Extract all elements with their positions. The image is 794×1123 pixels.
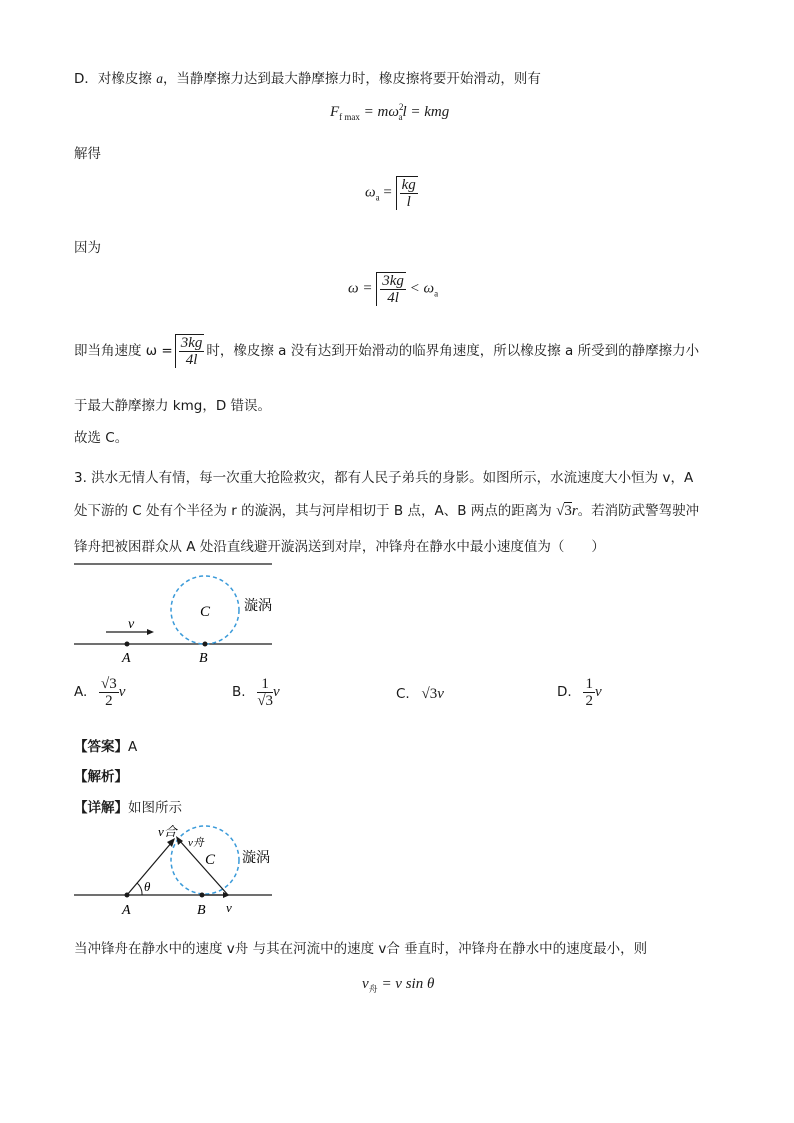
theta-arc (137, 883, 142, 895)
option-b: B. $\frac{1}{√3}$ v (232, 676, 280, 709)
point-b (200, 893, 205, 898)
paragraph-when-omega-2: 于最大静摩擦力 kmg，D 错误。 (74, 398, 272, 414)
paragraph-when-omega: 即当角速度 ω = $\frac{3kg}{4l}$ 时，橡皮擦 a 没有达到开始滑动的临界角速度，所以橡皮擦 a 所受到的静摩擦力小 (74, 335, 700, 368)
figure-vortex-question (72, 560, 282, 670)
choose-line: 故选 C。 (74, 430, 129, 446)
flow-arrowhead (147, 629, 154, 635)
sqrt-sign: $\frac{kg}{l}$ (396, 176, 418, 210)
analysis-tag: 【解析】 (74, 769, 128, 785)
flow-v-label: v (128, 617, 135, 632)
sqrt-sign: $\frac{3kg}{4l}$ (175, 334, 205, 368)
option-c: C. √3v (396, 686, 444, 702)
answer-line: 【答案】A (74, 739, 138, 755)
vortex-label: 漩涡 (244, 598, 272, 614)
label-yinwei: 因为 (74, 240, 101, 256)
sqrt3-r: √3r (556, 503, 578, 519)
vortex-label: 漩涡 (242, 850, 270, 866)
figure-vortex-solution (72, 822, 282, 922)
equation-omega-compare: ω = $\frac{3kg}{4l}$ < $\omega_a$ (348, 273, 439, 306)
center-c-label: C (205, 852, 216, 868)
theta-label: θ (144, 879, 151, 894)
center-c-label: C (200, 604, 211, 620)
detail-line: 【详解】如图所示 (74, 800, 182, 816)
point-b (203, 642, 208, 647)
option-d: D. $\frac{1}{2}$ v (557, 676, 602, 709)
v-zhou-label: v舟 (188, 837, 204, 849)
point-a (125, 642, 130, 647)
point-a (125, 893, 130, 898)
point-a-label: A (122, 651, 131, 666)
q3-line3: 锋舟把被困群众从 A 处沿直线避开漩涡送到对岸，冲锋舟在静水中最小速度值为（ ） (74, 539, 605, 555)
option-a: A. $\frac{√3}{2}$ v (74, 676, 126, 709)
q3-line2: 处下游的 C 处有个半径为 r 的漩涡，其与河岸相切于 B 点，A、B 两点的距离为 √3r。若消防武警驾驶冲 (74, 503, 700, 519)
label-jiede: 解得 (74, 146, 101, 162)
d-intro-line: D．对橡皮擦 a，当静摩擦力达到最大静摩擦力时，橡皮擦将要开始滑动，则有 (74, 71, 541, 87)
v-flow-label: v (226, 900, 232, 915)
v-he-label: v合 (158, 824, 177, 839)
sqrt-sign: $\frac{3kg}{4l}$ (376, 272, 406, 306)
q3-line1: 3. 洪水无情人有情，每一次重大抢险救灾，都有人民子弟兵的身影。如图所示，水流速度大小恒为 v，A (74, 470, 694, 486)
paragraph-last: 当冲锋舟在静水中的速度 v舟 与其在河流中的速度 v合 垂直时，冲锋舟在静水中的速度最小，则 (74, 941, 648, 957)
equation-v-zhou: $v_舟 = v$ sin θ (362, 976, 435, 994)
point-a-label: A (122, 903, 131, 918)
equation-max-friction: $F_{f max} = m\omega^2_al$ = kmg (330, 102, 450, 122)
point-b-label: B (199, 651, 208, 666)
point-b-label: B (197, 903, 206, 918)
equation-omega-a: $\omega_a$ = $\frac{kg}{l}$ (365, 177, 416, 210)
